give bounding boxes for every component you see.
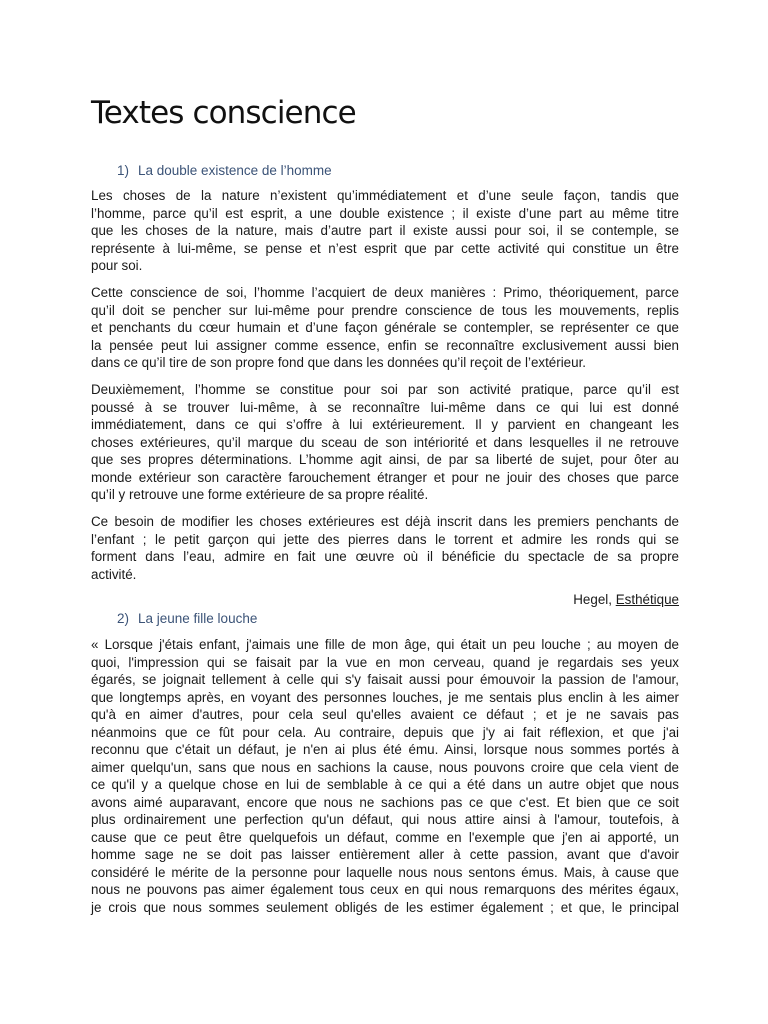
text-line: je crois que nous sommes seulement obligés de les estimer également ; et que, le principal: [91, 899, 679, 915]
paragraph-1: [91, 187, 679, 275]
text-line: quoi, l'impression qui se faisait par la vue en mon cerveau, quand je regardais ses yeux: [91, 654, 679, 670]
text-line: la pensée peut lui assigner comme essence, enfin se reconnaître exclusivement aussi bien: [91, 337, 679, 353]
text-line: que ses propres déterminations. L’homme agit ainsi, de par sa liberté de sujet, pour ôter au: [91, 452, 679, 467]
text-line: monde extérieur son caractère farouchement étranger et pour ne jouir des choses que parce: [91, 469, 679, 485]
text-line: Ce besoin de modifier les choses extérieures est déjà inscrit dans les premiers penchants de: [91, 514, 679, 529]
text-line: que les choses de la nature, mais d’autre part il existe aussi pour soi, il se contemple, se: [91, 223, 679, 238]
text-line: égarés, se joignait tellement à celle qui s'y faisait aussi pour émouvoir la passion de l'amour,: [91, 672, 679, 687]
text-line: qu’il y retrouve une forme extérieure de sa propre réalité.: [91, 487, 429, 502]
text-line: considéré le mérite de la personne pour laquelle nous nous sentons émus. Mais, à cause que: [91, 864, 679, 880]
text-line: cause que ce peut être quelquefois un défaut, comme en l'exemple que j'en ai apporté, un: [91, 829, 679, 845]
text-line: et penchants du cœur humain et d’une façon générale se contempler, se représenter ce que: [91, 320, 679, 335]
text-line: forment dans l’eau, admire en fait une œuvre où il bénéficie du spectacle de sa propre: [91, 549, 679, 564]
text-line: aimer quelqu'un, sans que nous en sachions la cause, nous pouvons croire que cela vient de: [91, 759, 679, 775]
section-heading-2-text: La jeune fille louche: [138, 611, 258, 626]
text-line: représente à lui-même, se pense et n’est esprit que par cette activité qui constitue un être: [91, 240, 679, 256]
text-line: choses extérieures, qu’il marque du sceau de son intériorité et dans lesquelles il ne retrouve: [91, 434, 679, 450]
text-line: Deuxièmement, l’homme se constitue pour soi par son activité pratique, parce qu’il est: [91, 382, 679, 397]
document-title: Textes conscience: [91, 95, 356, 131]
text-line: nous ne pouvons pas aimer également tous ceux en qui nous remarquons des mérites égaux,: [91, 882, 679, 897]
text-line: néanmoins que ce fût pour cela. Au contraire, depuis que j'y ai fait réflexion, et que j'ai: [91, 724, 679, 740]
text-line: ce qu'il y a quelque chose en lui de semblable à ce qui a été dans un autre objet que nous: [91, 777, 679, 792]
paragraph-5: [91, 636, 679, 916]
text-line: « Lorsque j'étais enfant, j'aimais une fille de mon âge, qui était un peu louche ; au moyen de: [91, 637, 679, 652]
text-line: avons aimé auparavant, encore que nous ne sachions pas ce que c'est. Et bien que ce soit: [91, 794, 679, 810]
paragraph-3: [91, 381, 679, 504]
text-line: activité.: [91, 566, 137, 582]
section-number-2: 2): [117, 611, 130, 626]
text-line: l’homme, parce qu’il est esprit, a une double existence ; il existe d’une part au même titre: [91, 205, 679, 221]
attribution-work: Esthétique: [615, 592, 679, 607]
text-line: l’enfant ; le petit garçon qui jette des pierres dans le torrent et admire les ronds qui se: [91, 531, 679, 547]
text-line: qu’il doit se pencher sur lui-même pour prendre conscience de tous les mouvements, replis: [91, 302, 679, 318]
paragraph-2: [91, 284, 679, 372]
paragraph-4: [91, 513, 679, 583]
attribution-author: Hegel,: [573, 592, 612, 607]
section-number-1: 1): [117, 163, 130, 178]
section-heading-1-text: La double existence de l’homme: [138, 163, 332, 178]
text-line: plus ordinairement une perfection qu'un défaut, qui nous attire ainsi à l'amour, toutefois, à: [91, 812, 679, 827]
text-line: Les choses de la nature n’existent qu’immédiatement et d’une seule façon, tandis que: [91, 188, 679, 203]
text-line: qu'à en aimer d'autres, pour cela seul qu'elles avaient ce défaut ; et je ne savais pas: [91, 707, 679, 722]
attribution: [573, 591, 679, 609]
text-line: dans ce qu’il tire de son propre fond que dans les données qu’il reçoit de l’extérieur.: [91, 355, 587, 370]
text-line: Cette conscience de soi, l’homme l’acquiert de deux manières : Primo, théoriquement, parce: [91, 285, 679, 300]
text-line: poussé à se trouver lui-même, à se reconnaître lui-même dans ce qui lui est donné: [91, 399, 679, 415]
text-line: homme sage ne se doit pas laisser entièrement aller à cette passion, avant que d'avoir: [91, 847, 679, 862]
section-heading-2: [117, 610, 257, 628]
section-heading-1: [117, 162, 332, 180]
text-line: reconnu que c'était un défaut, je n'en ai plus été ému. Ainsi, lorsque nous sommes portés à: [91, 742, 679, 757]
text-line: immédiatement, dans ce qui s’offre à lui extérieurement. Il y parvient en changeant les: [91, 417, 679, 432]
text-line: que longtemps après, en voyant des personnes louches, je me sentais plus enclin à les aimer: [91, 689, 679, 705]
text-line: pour soi.: [91, 258, 143, 273]
